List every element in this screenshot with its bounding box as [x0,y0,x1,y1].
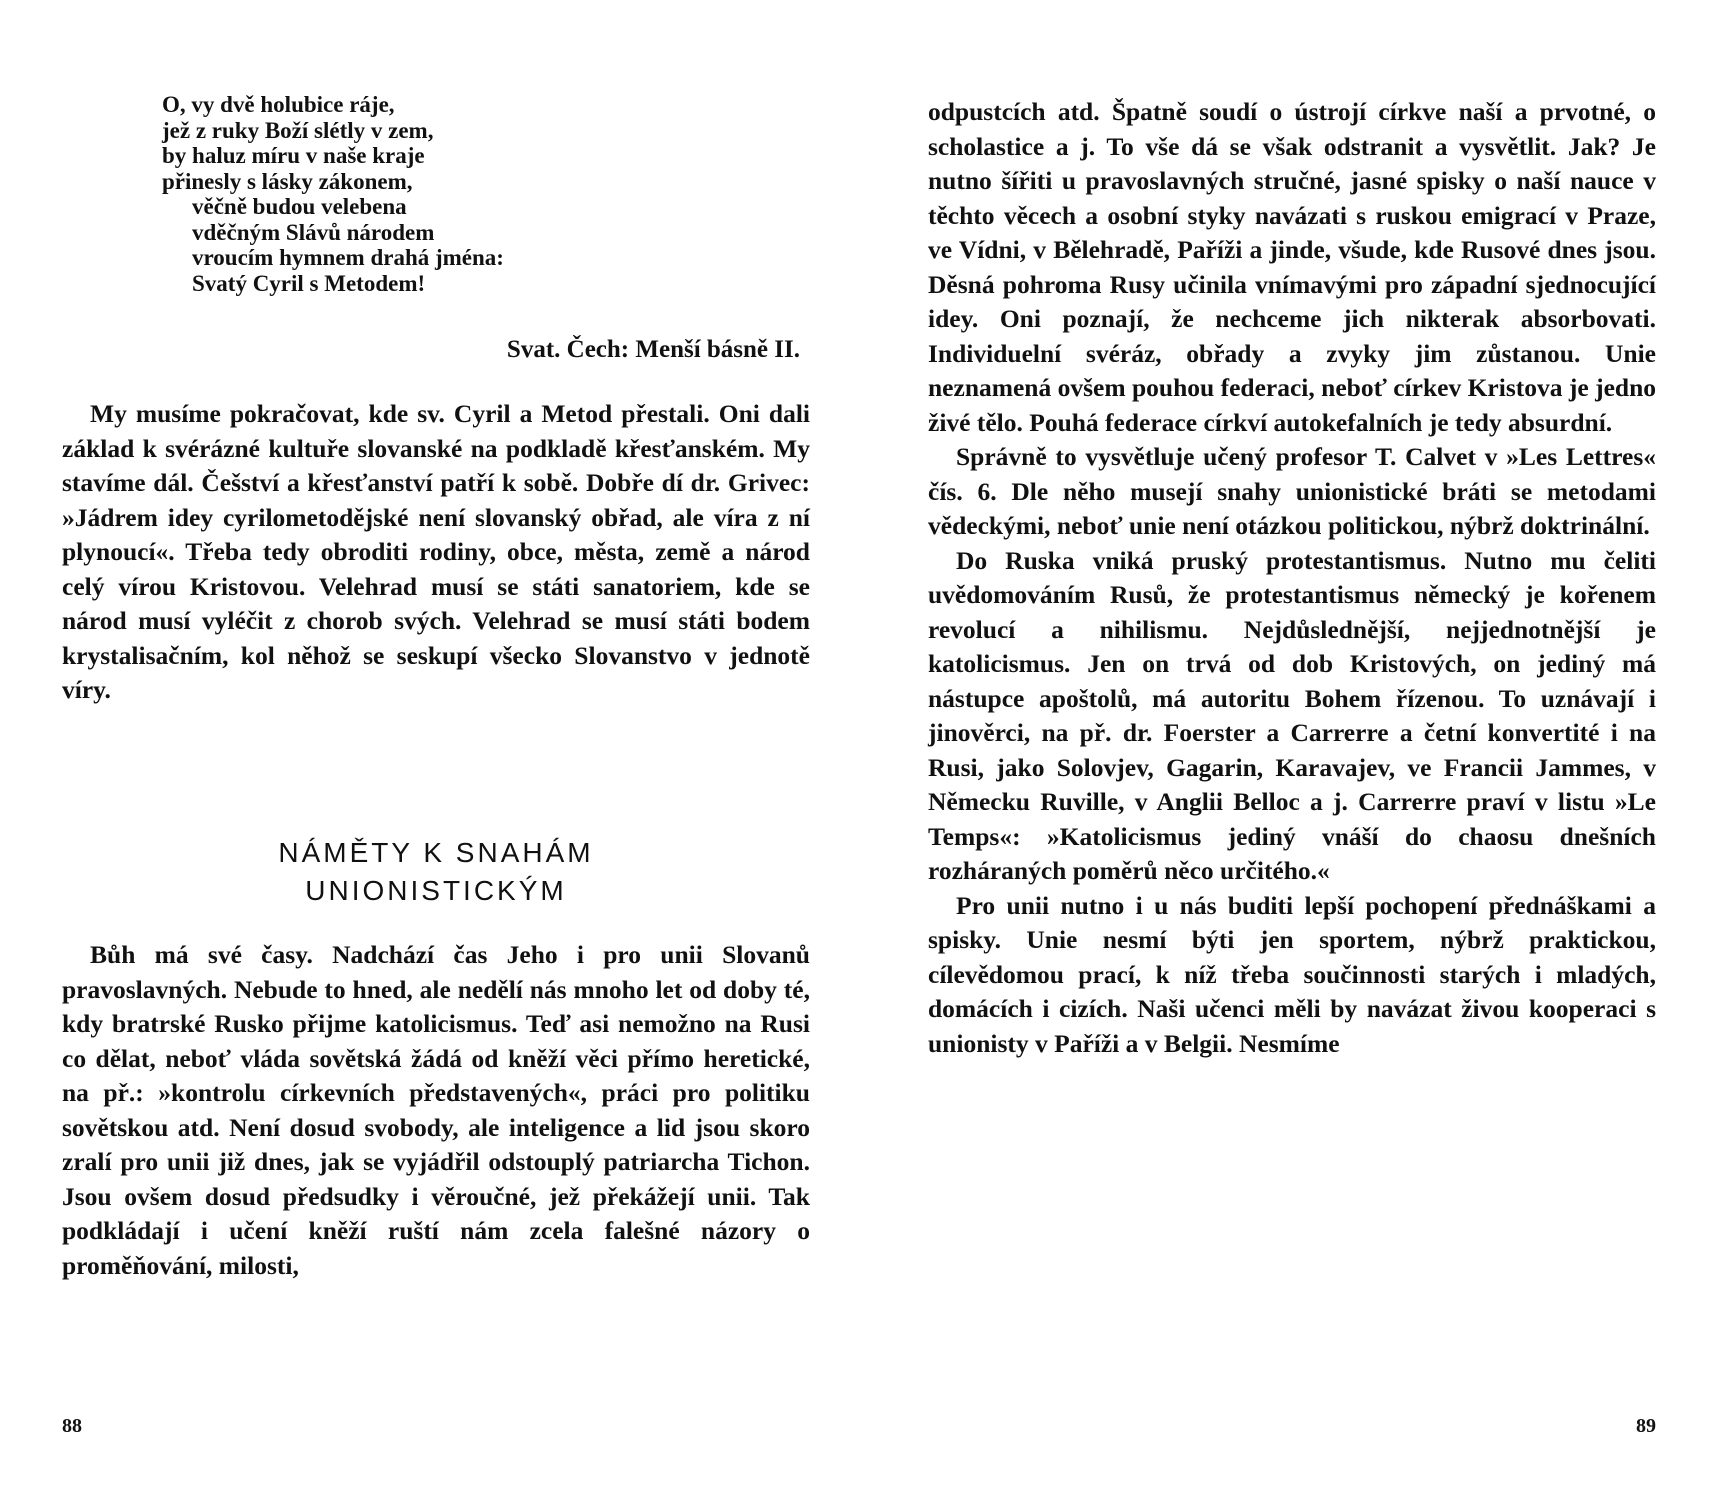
page-number: 89 [1636,1415,1656,1437]
page-number: 88 [62,1415,82,1437]
section-heading [62,834,810,910]
poem-line: by haluz míru v naše kraje [162,143,425,168]
poem-line: věčně budou velebena [192,194,407,219]
paragraph: odpustcích atd. Špatně soudí o ústrojí církve naší a prvotné, o scholastice a j. To vše dá se však odstranit a vysvětlit. Jak? Je nutno šířiti u pravoslavných stručné, jasné spisky o naší nauce v těchto věcech a osobní styky navázati s ruskou emigrací v Praze, ve Vídni, v Bělehradě, Paříži a jinde, všude, kde Rusové dnes jsou. Děsná pohroma Rusy učinila vnímavými pro západní sjednocující idey. Oni poznají, že nechceme jich nikterak absorbovati. Individuelní svéráz, obřady a zvyky jim zůstanou. Unie neznamená ovšem pouhou federaci, neboť církev Kristova je jedno živé tělo. Pouhá federace církví autokefalních je tedy absurdní. [928,97,1656,437]
poem-line: O, vy dvě holubice ráje, [162,92,395,117]
poem [162,92,722,296]
left-paragraph-block [62,397,810,708]
poem-line: vděčným Slávů národem [192,219,435,245]
poem-line: vroucím hymnem drahá jména: [192,245,504,270]
section-heading-line: NÁMĚTY K SNAHÁM [278,837,594,868]
left-paragraph-block-2 [62,938,810,1283]
poem-line: jež z ruky Boží slétly v zem, [162,117,434,143]
paragraph: Správně to vysvětluje učený profesor T. Calvet v »Les Lettres« čís. 6. Dle něho musejí snahy unionistické bráti se metodami vědeckými, neboť unie není otázkou politickou, nýbrž doktrinální. [928,442,1656,540]
paragraph: My musíme pokračovat, kde sv. Cyril a Metod přestali. Oni dali základ k svérázné kultuře slovanské na podkladě křesťanském. My stavíme dál. Češství a křesťanství patří k sobě. Dobře dí dr. Grivec: »Jádrem idey cyrilometodějské není slovanský obřad, ale víra z ní plynoucí«. Třeba tedy obroditi rodiny, obce, města, země a národ celý vírou Kristovou. Velehrad musí se státi sanatoriem, kde se národ musí vyléčit z chorob svých. Velehrad se musí státi bodem krystalisačním, kol něhož se seskupí všecko Slovanstvo v jednotě víry. [62,399,810,704]
right-paragraph-block [928,95,1656,1061]
poem-line: přinesly s lásky zákonem, [162,168,413,194]
paragraph: Do Ruska vniká pruský protestantismus. Nutno mu čeliti uvědomováním Rusů, že protestantismus německý je kořenem revolucí a nihilismu. Nejdůslednější, nejjednotnější je katolicismus. Jen on trvá od dob Kristových, on jediný má nástupce apoštolů, má autoritu Bohem řízenou. To uznávají i jinověrci, na př. dr. Foerster a Carrerre a četní konvertité i na Rusi, jako Solovjev, Gagarin, Karavajev, ve Francii Jammes, v Německu Ruville, v Anglii Belloc a j. Carrerre praví v listu »Le Temps«: »Katolicismus jediný vnáší do chaosu dnešních rozháraných poměrů něco určitého.« [928,545,1656,885]
paragraph: Pro unii nutno i u nás buditi lepší pochopení přednáškami a spisky. Unie nesmí býti jen sportem, nýbrž praktickou, cílevědomou prací, k níž třeba součinnosti starých i mladých, domácích i cizích. Naši učenci měli by navázat živou kooperaci s unionisty v Paříži a v Belgii. Nesmíme [928,890,1656,1058]
paragraph: Bůh má své časy. Nadchází čas Jeho i pro unii Slovanů pravoslavných. Nebude to hned, ale nedělí nás mnoho let od doby té, kdy bratrské Rusko přijme katolicismus. Teď asi nemožno na Rusi co dělat, neboť vláda sovětská žádá od kněží věci přímo heretické, na př.: »kontrolu církevních představených«, práci pro politiku sovětskou atd. Není dosud svobody, ale inteligence a lid jsou skoro zralí pro unii již dnes, jak se vyjádřil odstouplý patriarcha Tichon. Jsou ovšem dosud předsudky i věroučné, jež překážejí unii. Tak podkládají i učení kněží ruští nám zcela falešné názory o proměňování, milosti, [62,940,810,1280]
poem-attribution: Svat. Čech: Menší básně II. [506,336,800,363]
poem-line: Svatý Cyril s Metodem! [192,270,426,296]
section-heading-line: UNIONISTICKÝM [305,875,567,906]
